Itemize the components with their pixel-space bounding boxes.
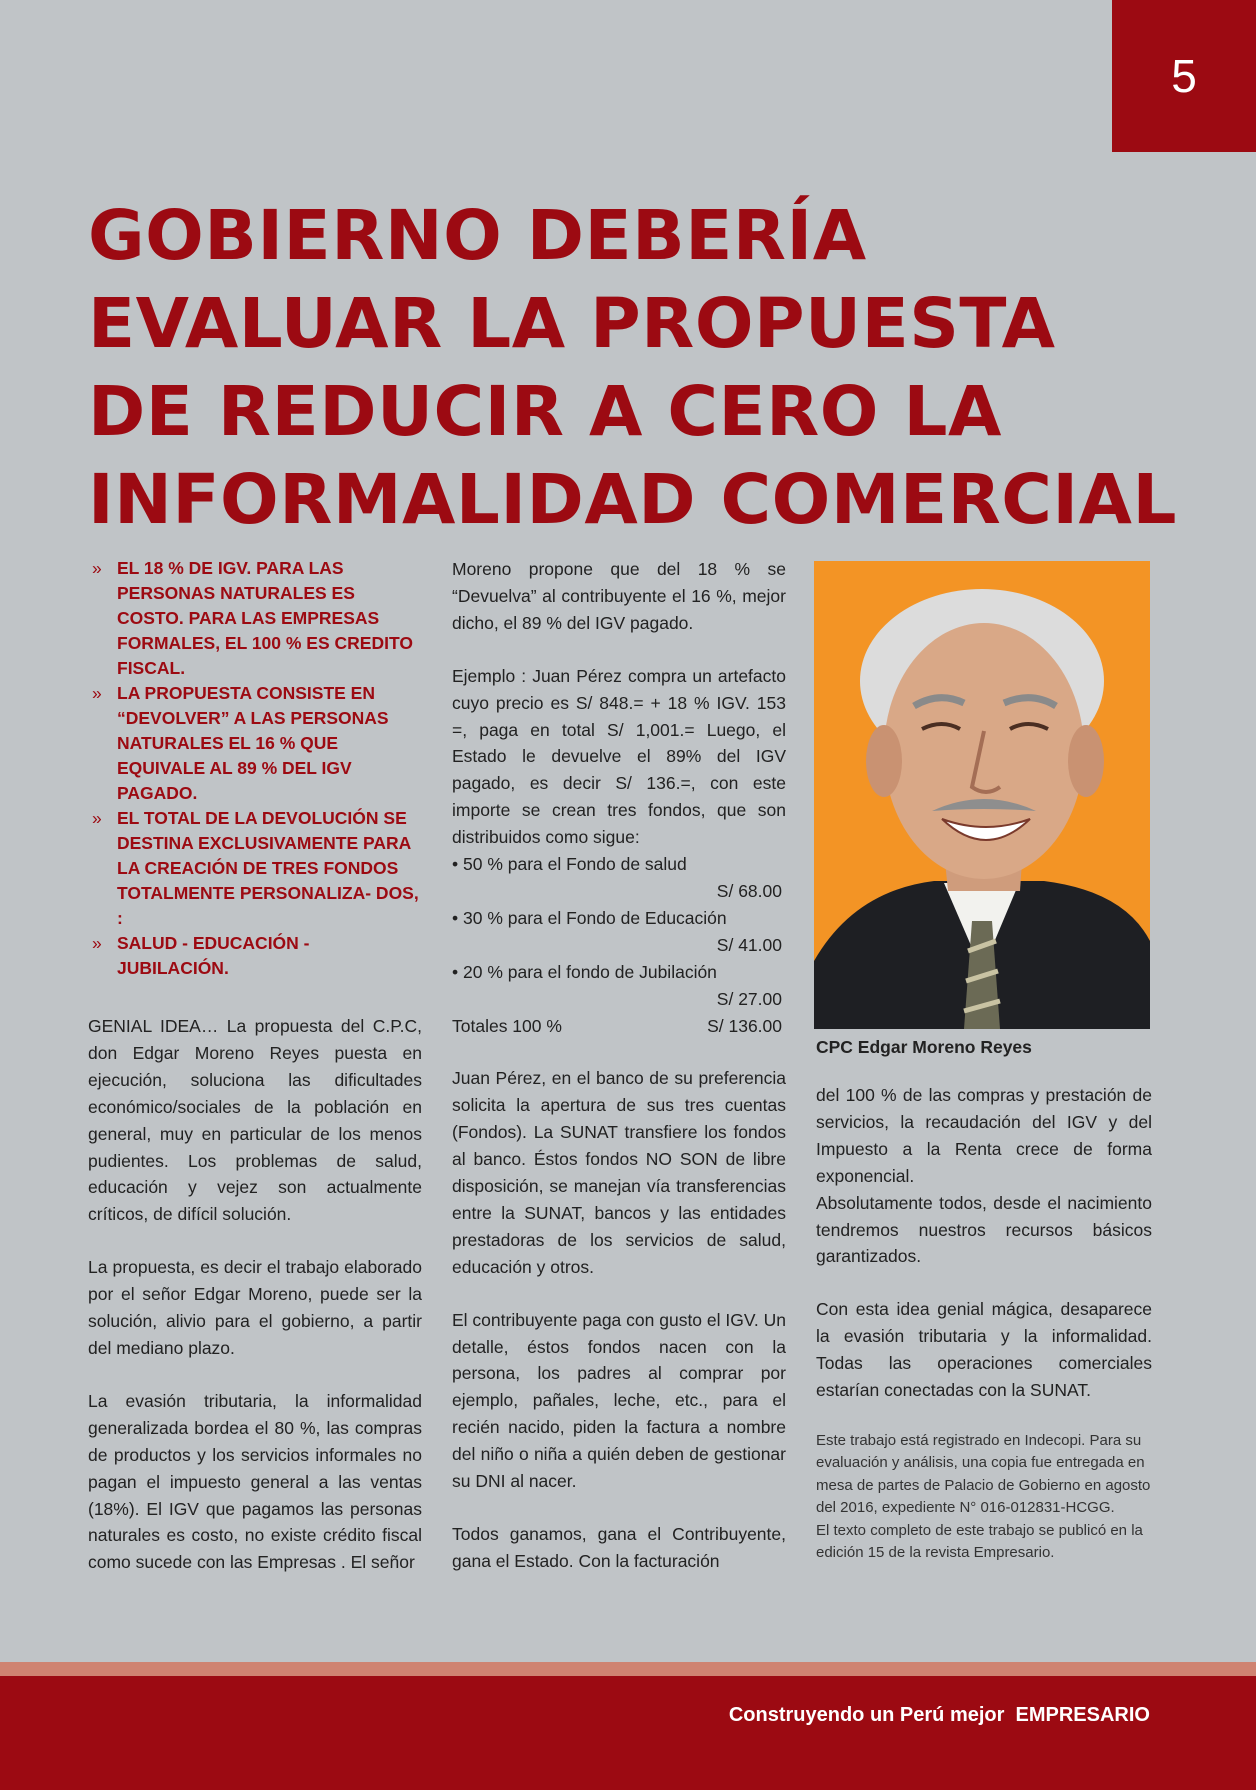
body-paragraph: Todos ganamos, gana el Contribuyente, gana el Estado. Con la facturación <box>452 1524 786 1571</box>
body-paragraph: GENIAL IDEA… La propuesta del C.P.C, don Edgar Moreno Reyes puesta en ejecución, soluciona las dificultades económico/sociales de la población en general, muy en particular de los menos pudientes. Los problemas de salud, educación y vejez son actualmente críticos, de difícil solución. <box>88 1016 422 1225</box>
totals-amount: S/ 136.00 <box>707 1015 782 1036</box>
body-paragraph: Absolutamente todos, desde el nacimiento tendremos nuestros recursos básicos garantizados. <box>816 1192 1152 1267</box>
highlight-item <box>88 806 422 931</box>
fund-label: • 20 % para el fondo de Jubilación <box>452 961 717 982</box>
totals-row <box>452 1013 786 1040</box>
body-paragraph: Moreno propone que del 18 % se “Devuelva” al contribuyente el 16 %, mejor dicho, el 89 % del IGV pagado. <box>452 559 786 633</box>
headline-line: DE REDUCIR A CERO LA <box>88 372 1002 452</box>
highlights-list <box>88 556 422 981</box>
fund-item <box>452 851 786 905</box>
highlight-text: EL 18 % DE IGV. PARA LAS PERSONAS NATURALES ES COSTO. PARA LAS EMPRESAS FORMALES, EL 100 % ES CREDITO FISCAL. <box>117 558 413 678</box>
highlight-text: LA PROPUESTA CONSISTE EN “DEVOLVER” A LAS PERSONAS NATURALES EL 16 % QUE EQUIVALE AL 89 % DEL IGV PAGADO. <box>117 683 389 803</box>
fund-amount: S/ 27.00 <box>716 988 782 1009</box>
photo-caption: CPC Edgar Moreno Reyes <box>816 1037 1032 1057</box>
footer-slogan: Construyendo un Perú mejor EMPRESARIO <box>728 1704 1150 1726</box>
column-1 <box>88 556 422 1602</box>
note-line: Este trabajo está registrado en Indecopi. Para su evaluación y análisis, una copia fue entregada en mesa de partes de Palacio de Gobierno en agosto del 2016, expediente N° 016-012831-HCGG. <box>816 1431 1151 1517</box>
highlight-item <box>88 681 422 806</box>
bullet-mark: » <box>92 683 102 703</box>
highlight-text: EL TOTAL DE LA DEVOLUCIÓN SE DESTINA EXCLUSIVAMENTE PARA LA CREACIÓN DE TRES FONDOS TOTALMENTE PERSONALIZA- DOS, : <box>117 808 419 928</box>
headline-line: GOBIERNO DEBERÍA <box>88 196 867 276</box>
footer-stripe <box>0 1662 1256 1676</box>
highlight-text: SALUD - EDUCACIÓN - JUBILACIÓN. <box>117 933 310 978</box>
fund-label: • 50 % para el Fondo de salud <box>452 854 687 875</box>
bullet-mark: » <box>92 808 102 828</box>
headline <box>88 192 1208 544</box>
fund-label: • 30 % para el Fondo de Educación <box>452 907 727 928</box>
body-paragraph: Con esta idea genial mágica, desaparece la evasión tributaria y la informalidad. Todas las operaciones comerciales estarían conectadas con la SUNAT. <box>816 1299 1152 1401</box>
note-line: El texto completo de este trabajo se publicó en la edición 15 de la revista Empresario. <box>816 1521 1143 1562</box>
column-2 <box>452 556 786 1601</box>
footer <box>0 1676 1256 1790</box>
body-paragraph: del 100 % de las compras y prestación de servicios, la recaudación del IGV y del Impuesto a la Renta crece de forma exponencial. <box>816 1085 1152 1186</box>
registration-note <box>816 1430 1152 1565</box>
bullet-mark: » <box>92 558 102 578</box>
fund-item <box>452 959 786 1013</box>
highlight-item <box>88 931 422 981</box>
fund-item <box>452 905 786 959</box>
body-paragraph: El contribuyente paga con gusto el IGV. Un detalle, éstos fondos nacen con la persona, los padres al comprar por ejemplo, pañales, leche, etc., para el recién nacido, piden la factura a nombre del niño o niña a quién deben de gestionar su DNI al nacer. <box>452 1309 787 1492</box>
example-paragraph: Ejemplo : Juan Pérez compra un artefacto cuyo precio es S/ 848.= + 18 % IGV. 153 =, paga en total S/ 1,001.= Luego, el Estado le devuelve el 89% del IGV pagado, es decir S/ 136.=, con este importe se crean tres fondos, que son distribuidos como sigue: <box>452 665 786 848</box>
page-number: 5 <box>1112 0 1256 152</box>
fund-amount: S/ 41.00 <box>716 934 782 955</box>
headline-line: EVALUAR LA PROPUESTA <box>88 284 1056 364</box>
portrait-photo <box>814 561 1150 1029</box>
column-3 <box>816 1082 1152 1565</box>
totals-label: Totales 100 % <box>452 1015 562 1036</box>
bullet-mark: » <box>92 933 102 953</box>
headline-line: INFORMALIDAD COMERCIAL <box>88 460 1177 540</box>
body-paragraph: La evasión tributaria, la informalidad generalizada bordea el 80 %, las compras de productos y los servicios informales no pagan el impuesto general a las ventas (18%). El IGV que pagamos las personas naturales es costo, no existe crédito fiscal como sucede con las Empresas . El señor <box>88 1390 422 1573</box>
highlight-item <box>88 556 422 681</box>
fund-amount: S/ 68.00 <box>716 880 782 901</box>
portrait-illustration <box>814 561 1150 1029</box>
body-paragraph: La propuesta, es decir el trabajo elaborado por el señor Edgar Moreno, puede ser la solución, alivio para el gobierno, a partir del mediano plazo. <box>88 1257 422 1358</box>
body-paragraph: Juan Pérez, en el banco de su preferencia solicita la apertura de sus tres cuentas (Fondos). La SUNAT transfiere los fondos al banco. Éstos fondos NO SON de libre disposición, se manejan vía transferencias entre la SUNAT, bancos y las entidades prestadoras de los servicios de salud, educación y otros. <box>452 1068 786 1277</box>
